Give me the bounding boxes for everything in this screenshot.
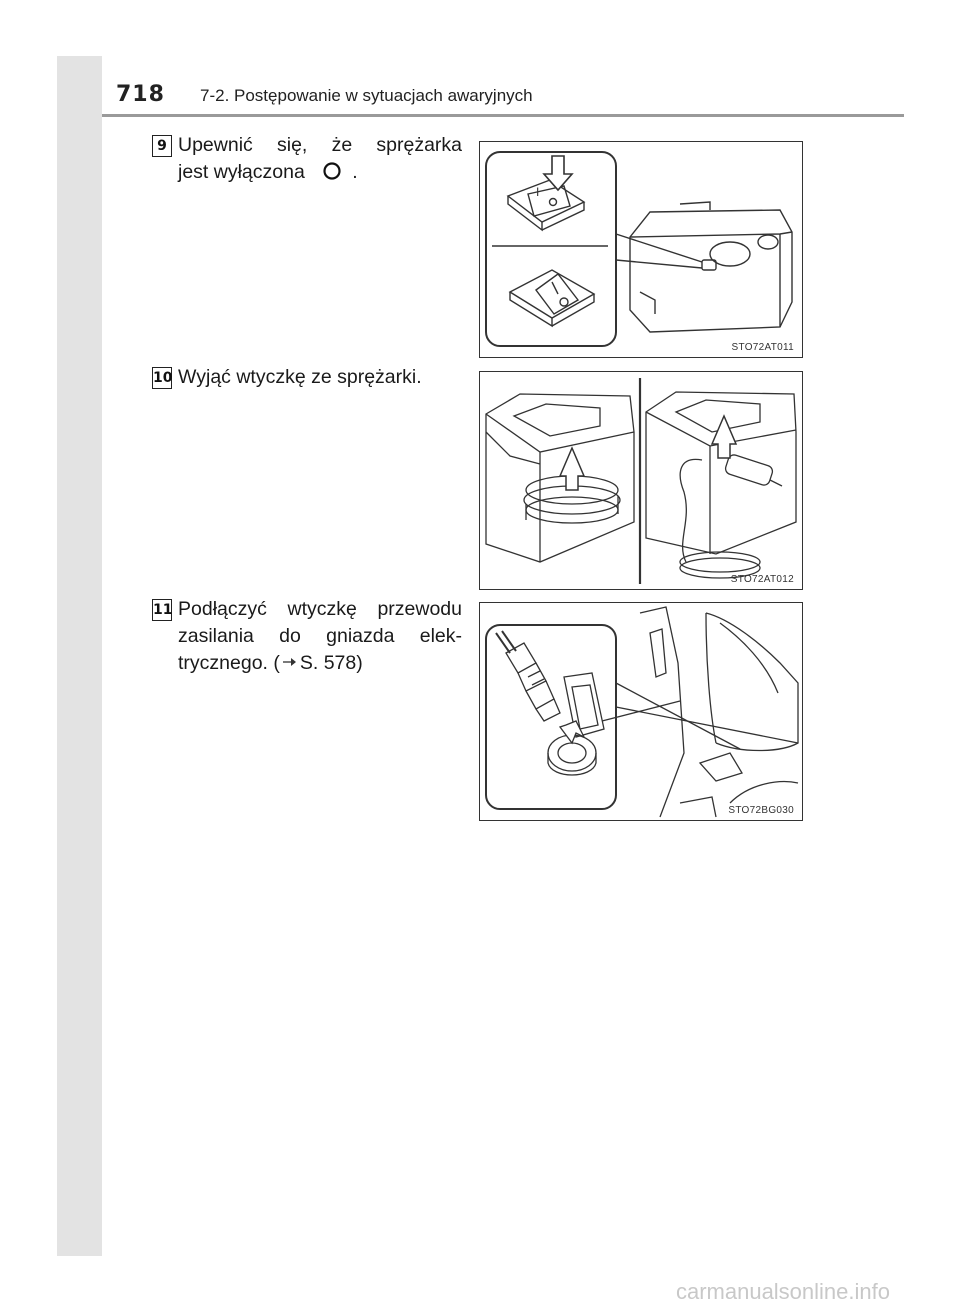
figure-code-1: STO72AT011 — [731, 342, 794, 353]
step-11-text — [178, 596, 462, 677]
step-11-line-2: zasilania do gniazda elek- — [178, 625, 462, 647]
step-number-9: 9 — [152, 135, 172, 157]
footer-watermark: carmanualsonline.info — [675, 1279, 890, 1304]
figure-power-outlet — [479, 602, 803, 821]
step-10-text — [178, 364, 422, 391]
step-9-text — [178, 132, 462, 186]
step-9-line-2: jest wyłączona . — [178, 161, 358, 183]
figure-compressor-switch — [479, 141, 803, 358]
step-number-11: 11 — [152, 599, 172, 621]
compressor-switch-illustration — [480, 142, 802, 357]
svg-text:I: I — [536, 185, 540, 199]
step-9-line-1: Upewnić się, że sprężarka — [178, 134, 462, 156]
side-tab-strip — [57, 56, 102, 1256]
page-header — [102, 76, 904, 116]
unplug-illustration — [480, 372, 802, 589]
arrow-right-icon — [282, 656, 298, 668]
figure-code-2: STO72AT012 — [730, 574, 794, 585]
step-11-line-1: Podłączyć wtyczkę przewodu — [178, 598, 462, 620]
step-11-line-3: trycznego. ( S. 578) — [178, 652, 363, 674]
figure-unplug-compressor — [479, 371, 803, 590]
step-10-line-1: Wyjąć wtyczkę ze sprężarki. — [178, 366, 422, 388]
figure-code-3: STO72BG030 — [728, 805, 794, 816]
page-number: 718 — [116, 82, 165, 107]
header-divider — [102, 114, 904, 117]
step-number-10: 10 — [152, 367, 172, 389]
section-title: 7-2. Postępowanie w sytuacjach awaryjnych — [200, 86, 533, 105]
power-outlet-illustration — [480, 603, 802, 820]
circle-off-icon — [322, 161, 342, 181]
